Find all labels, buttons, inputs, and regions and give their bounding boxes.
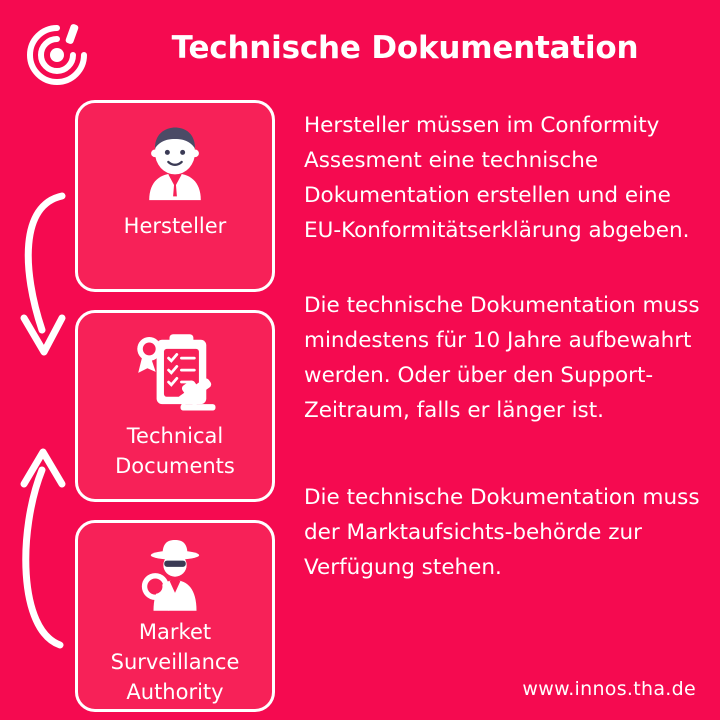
flow-card-label-line1: Technical xyxy=(126,424,224,448)
clipboard-checklist-gavel-icon xyxy=(129,327,221,415)
flow-card-label-line2: Surveillance xyxy=(110,650,240,674)
description-column xyxy=(304,100,704,585)
description-hersteller: Hersteller müssen im Conformity Assesment eine technische Dokumentation erstellen und eine EU-Konformitätserklärung abgeben. xyxy=(304,113,690,243)
flow-card-column xyxy=(75,100,275,712)
description-technical-documents: Die technische Dokumentation muss mindestens für 10 Jahre aufbewahrt werden. Oder über den Support-Zeitraum, falls er länger ist. xyxy=(304,293,700,423)
flow-card-technical-documents[interactable] xyxy=(75,310,275,502)
flow-card-market-surveillance-authority[interactable] xyxy=(75,520,275,712)
flow-card-hersteller[interactable] xyxy=(75,100,275,292)
innos-target-logo-icon xyxy=(24,22,90,88)
flow-card-label xyxy=(115,421,235,481)
flow-card-label: Hersteller xyxy=(123,214,227,238)
arrow-curved-up-icon xyxy=(24,452,62,645)
flow-card-label xyxy=(111,617,240,707)
website-url[interactable]: www.innos.tha.de xyxy=(522,678,696,700)
description-market-surveillance-authority: Die technische Dokumentation muss der Marktaufsichts-behörde zur Verfügung stehen. xyxy=(304,485,700,580)
manufacturer-person-icon xyxy=(132,117,218,205)
page-title: Technische Dokumentation xyxy=(171,30,639,66)
inspector-magnifier-icon xyxy=(132,537,218,611)
flow-card-label-line3: Authority xyxy=(126,680,224,704)
flow-card-label-line2: Documents xyxy=(115,454,235,478)
flow-card-label-line1: Market xyxy=(138,620,212,644)
arrow-curved-down-icon xyxy=(24,196,62,352)
